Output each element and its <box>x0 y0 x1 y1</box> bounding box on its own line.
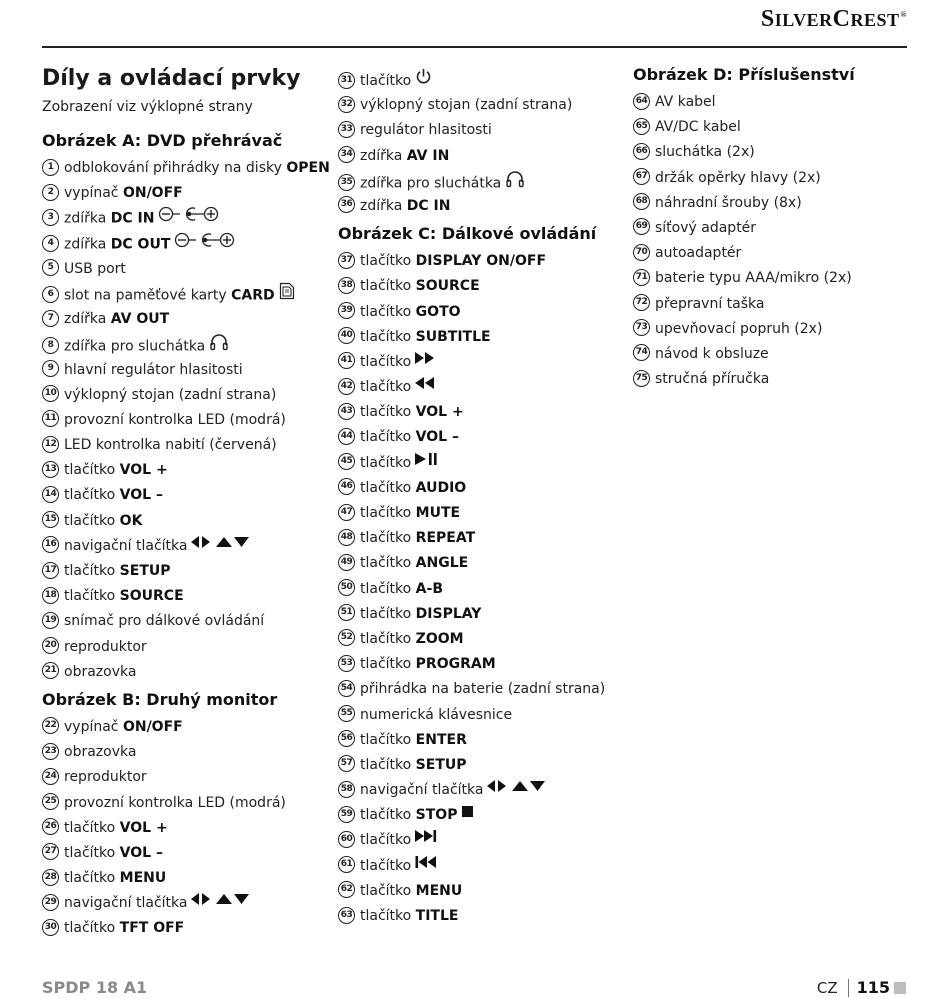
parts-list-a <box>42 157 332 686</box>
item-label-bold: STOP <box>415 807 458 824</box>
list-item <box>338 704 628 729</box>
list-item <box>633 167 913 192</box>
list-item <box>338 552 628 577</box>
item-number-badge: 69 <box>633 218 650 235</box>
item-number-badge: 25 <box>42 793 59 810</box>
list-item <box>42 917 332 942</box>
list-item <box>42 182 332 207</box>
list-item <box>338 804 628 829</box>
item-text: tlačítko <box>64 487 120 504</box>
list-item <box>338 779 628 804</box>
list-item <box>338 729 628 754</box>
list-item <box>338 754 628 779</box>
item-number-badge: 53 <box>338 655 355 672</box>
item-number-badge: 9 <box>42 360 59 377</box>
item-number-badge: 60 <box>338 831 355 848</box>
dc-polarity-icon <box>174 232 236 255</box>
item-label-bold: VOL + <box>415 404 464 421</box>
list-item <box>42 585 332 610</box>
item-number-badge: 27 <box>42 843 59 860</box>
item-label-bold: AUDIO <box>415 479 467 496</box>
item-text: tlačítko <box>360 857 412 874</box>
item-number-badge: 35 <box>338 174 355 191</box>
item-number-badge: 71 <box>633 269 650 286</box>
list-item <box>42 510 332 535</box>
item-text: numerická klávesnice <box>360 706 513 723</box>
item-text: zdířka pro sluchátka <box>360 175 502 192</box>
list-item <box>338 628 628 653</box>
item-number-badge: 57 <box>338 755 355 772</box>
item-text: tlačítko <box>360 353 412 370</box>
item-label-bold: A-B <box>415 580 443 597</box>
item-number-badge: 38 <box>338 277 355 294</box>
list-item <box>42 867 332 892</box>
item-number-badge: 50 <box>338 579 355 596</box>
list-item <box>338 855 628 880</box>
item-text: navigační tlačítka <box>64 895 188 912</box>
item-text: zdířka <box>64 210 111 227</box>
item-text: tlačítko <box>64 512 120 529</box>
item-label-bold: MUTE <box>415 505 461 521</box>
list-item <box>633 293 913 318</box>
list-item <box>633 192 913 217</box>
item-text: tlačítko <box>360 756 416 773</box>
list-item <box>42 842 332 867</box>
item-number-badge: 56 <box>338 730 355 747</box>
item-label-bold: CARD <box>231 287 275 304</box>
list-item <box>338 603 628 628</box>
list-item <box>338 477 628 502</box>
section-heading-c: Obrázek C: Dálkové ovládání <box>338 224 597 244</box>
item-number-badge: 6 <box>42 286 59 303</box>
item-number-badge: 3 <box>42 209 59 226</box>
item-text: výklopný stojan (zadní strana) <box>360 97 573 114</box>
page-header <box>42 0 907 48</box>
item-number-badge: 68 <box>633 193 650 210</box>
item-text: LED kontrolka nabití (červená) <box>64 437 277 454</box>
item-text: tlačítko <box>360 530 416 547</box>
item-number-badge: 34 <box>338 146 355 163</box>
section-heading-a: Obrázek A: DVD přehrávač <box>42 131 283 150</box>
item-number-badge: 1 <box>42 159 59 176</box>
previous-track-icon <box>415 854 437 876</box>
item-number-badge: 23 <box>42 743 59 760</box>
item-number-badge: 15 <box>42 511 59 528</box>
item-label-bold: DISPLAY ON/OFF <box>415 253 547 270</box>
item-text: tlačítko <box>360 328 416 345</box>
list-item <box>42 535 332 560</box>
item-number-badge: 17 <box>42 562 59 579</box>
item-number-badge: 29 <box>42 894 59 911</box>
list-item <box>633 116 913 141</box>
item-text: tlačítko <box>360 832 412 849</box>
list-item <box>338 653 628 678</box>
list-item <box>633 343 913 368</box>
list-item <box>42 792 332 817</box>
item-number-badge: 40 <box>338 327 355 344</box>
item-number-badge: 32 <box>338 96 355 113</box>
item-text: tlačítko <box>64 844 120 861</box>
footer-language: CZ <box>817 979 849 997</box>
list-item <box>42 233 332 258</box>
item-label-bold: TFT OFF <box>119 920 185 937</box>
item-number-badge: 51 <box>338 604 355 621</box>
item-text: tlačítko <box>360 479 416 496</box>
item-number-badge: 18 <box>42 587 59 604</box>
parts-list-b <box>42 716 332 943</box>
list-item <box>633 368 913 393</box>
list-item <box>633 242 913 267</box>
item-number-badge: 72 <box>633 294 650 311</box>
column-left <box>42 64 332 943</box>
item-text: reproduktor <box>64 638 147 655</box>
stop-icon <box>461 803 474 825</box>
column-middle <box>338 69 628 930</box>
list-item <box>338 527 628 552</box>
item-text: vypínač <box>64 718 123 735</box>
list-item <box>338 905 628 930</box>
item-text: AV/DC kabel <box>655 119 741 136</box>
list-item <box>42 434 332 459</box>
item-number-badge: 33 <box>338 121 355 138</box>
item-number-badge: 24 <box>42 768 59 785</box>
item-text: AV kabel <box>655 94 716 110</box>
item-number-badge: 30 <box>42 919 59 936</box>
list-item <box>338 376 628 401</box>
item-label-bold: ON/OFF <box>122 185 183 202</box>
item-text: provozní kontrolka LED (modrá) <box>64 411 286 428</box>
item-number-badge: 10 <box>42 385 59 402</box>
item-text: stručná příručka <box>655 371 770 388</box>
item-label-bold: VOL + <box>119 462 168 479</box>
item-number-badge: 39 <box>338 302 355 319</box>
item-number-badge: 37 <box>338 252 355 269</box>
list-item <box>42 892 332 917</box>
list-item <box>42 359 332 384</box>
section-heading-d: Obrázek D: Příslušenství <box>633 65 855 84</box>
item-text: tlačítko <box>360 555 416 572</box>
item-number-badge: 31 <box>338 72 355 89</box>
memory-card-icon <box>279 282 295 307</box>
list-item <box>42 207 332 232</box>
list-item <box>42 409 332 434</box>
item-label-bold: OK <box>119 512 143 529</box>
item-number-badge: 55 <box>338 705 355 722</box>
list-item <box>338 170 628 195</box>
list-item <box>338 401 628 426</box>
play-pause-icon <box>415 451 439 473</box>
item-text: baterie typu AAA/mikro (2x) <box>655 270 852 287</box>
item-number-badge: 44 <box>338 428 355 445</box>
item-text: navigační tlačítka <box>64 537 188 554</box>
item-text: regulátor hlasitosti <box>360 122 492 139</box>
list-item <box>42 560 332 585</box>
item-text: zdířka <box>360 147 407 164</box>
list-item <box>42 283 332 308</box>
item-text: tlačítko <box>360 908 416 924</box>
item-number-badge: 5 <box>42 259 59 276</box>
list-item <box>633 217 913 242</box>
item-number-badge: 61 <box>338 856 355 873</box>
item-number-badge: 66 <box>633 143 650 160</box>
item-text: autoadaptér <box>655 245 742 262</box>
item-text: výklopný stojan (zadní strana) <box>64 386 277 403</box>
item-label-bold: SETUP <box>119 563 171 579</box>
item-text: síťový adaptér <box>655 219 757 236</box>
list-item <box>42 661 332 686</box>
list-item <box>338 301 628 326</box>
page-subtitle: Zobrazení viz výklopné strany <box>42 99 253 115</box>
item-text: tlačítko <box>360 807 416 824</box>
list-item <box>338 829 628 854</box>
item-label-bold: VOL – <box>119 844 163 861</box>
item-number-badge: 62 <box>338 881 355 898</box>
item-text: tlačítko <box>360 731 416 748</box>
item-text: zdířka <box>64 311 111 328</box>
list-item <box>42 258 332 283</box>
navigation-arrows-icon <box>487 778 545 800</box>
dc-polarity-icon <box>158 206 220 229</box>
item-text: tlačítko <box>64 920 120 937</box>
list-item <box>338 678 628 703</box>
list-item <box>42 636 332 661</box>
item-number-badge: 19 <box>42 612 59 629</box>
item-text: tlačítko <box>360 580 416 597</box>
item-text: tlačítko <box>360 253 416 270</box>
item-label-bold: TITLE <box>415 908 459 924</box>
footer-page-number: 115 <box>856 978 890 997</box>
item-number-badge: 52 <box>338 629 355 646</box>
item-number-badge: 73 <box>633 319 650 336</box>
item-text: zdířka pro sluchátka <box>64 338 206 355</box>
item-number-badge: 45 <box>338 453 355 470</box>
item-text: upevňovací popruh (2x) <box>655 320 823 337</box>
item-number-badge: 28 <box>42 869 59 886</box>
item-number-badge: 12 <box>42 436 59 453</box>
list-item <box>633 318 913 343</box>
item-number-badge: 49 <box>338 554 355 571</box>
list-item <box>633 267 913 292</box>
item-number-badge: 14 <box>42 486 59 503</box>
list-item <box>42 484 332 509</box>
item-text: sluchátka (2x) <box>655 144 755 161</box>
item-label-bold: DC IN <box>110 210 155 227</box>
item-text: návod k obsluze <box>655 345 769 362</box>
fast-forward-icon <box>415 350 435 372</box>
section-heading-b: Obrázek B: Druhý monitor <box>42 689 278 709</box>
item-label-bold: VOL + <box>119 819 168 836</box>
item-label-bold: MENU <box>119 870 167 887</box>
item-number-badge: 43 <box>338 403 355 420</box>
item-number-badge: 64 <box>633 93 650 110</box>
list-item <box>338 426 628 451</box>
list-item <box>42 459 332 484</box>
item-number-badge: 7 <box>42 310 59 327</box>
list-item <box>42 308 332 333</box>
list-item <box>338 69 628 94</box>
navigation-arrows-icon <box>191 534 249 556</box>
item-label-bold: SOURCE <box>119 588 184 605</box>
parts-list-d <box>633 91 913 393</box>
item-number-badge: 75 <box>633 370 650 387</box>
list-item <box>42 333 332 358</box>
item-text: slot na paměťové karty <box>64 287 232 304</box>
item-label-bold: VOL – <box>415 429 459 446</box>
item-text: tlačítko <box>360 630 416 647</box>
item-number-badge: 16 <box>42 536 59 553</box>
item-number-badge: 36 <box>338 196 355 213</box>
item-number-badge: 70 <box>633 244 650 261</box>
item-text: navigační tlačítka <box>360 782 484 799</box>
item-text: přepravní taška <box>655 295 765 312</box>
item-label-bold: ANGLE <box>415 555 469 572</box>
item-number-badge: 58 <box>338 781 355 798</box>
item-label-bold: PROGRAM <box>415 656 496 673</box>
item-text: náhradní šrouby (8x) <box>655 194 802 211</box>
list-item <box>338 250 628 275</box>
item-text: snímač pro dálkové ovládání <box>64 613 265 630</box>
item-number-badge: 20 <box>42 637 59 654</box>
item-number-badge: 41 <box>338 352 355 369</box>
footer-page-info <box>817 978 906 997</box>
list-item <box>42 610 332 635</box>
item-text: zdířka <box>64 236 111 253</box>
list-item <box>338 145 628 170</box>
item-text: tlačítko <box>360 605 416 622</box>
item-text: tlačítko <box>360 656 416 673</box>
list-item <box>42 817 332 842</box>
item-label-bold: VOL – <box>119 487 163 504</box>
list-item <box>338 195 628 220</box>
page-title: Díly a ovládací prvky <box>42 66 301 91</box>
list-item <box>338 94 628 119</box>
item-text: tlačítko <box>360 454 412 471</box>
item-label-bold: ON/OFF <box>122 718 183 735</box>
item-number-badge: 48 <box>338 529 355 546</box>
item-label-bold: DC IN <box>406 197 451 214</box>
item-label-bold: AV OUT <box>110 311 170 328</box>
item-text: tlačítko <box>360 404 416 421</box>
item-label-bold: GOTO <box>415 303 461 320</box>
column-right <box>633 64 913 393</box>
item-text: USB port <box>64 260 126 277</box>
item-text: obrazovka <box>64 663 137 680</box>
list-item <box>338 578 628 603</box>
item-number-badge: 65 <box>633 118 650 135</box>
item-text: tlačítko <box>360 278 416 295</box>
item-text: obrazovka <box>64 744 137 761</box>
parts-list-b-continued <box>338 69 628 220</box>
item-text: tlačítko <box>360 303 416 320</box>
list-item <box>633 91 913 116</box>
item-label-bold: ZOOM <box>415 630 464 647</box>
item-text: reproduktor <box>64 769 147 786</box>
item-number-badge: 26 <box>42 818 59 835</box>
item-number-badge: 13 <box>42 461 59 478</box>
item-label-bold: SETUP <box>415 756 467 773</box>
item-number-badge: 46 <box>338 478 355 495</box>
brand-logo: SILVERCREST® <box>760 6 907 32</box>
list-item <box>42 157 332 182</box>
item-text: tlačítko <box>64 588 120 605</box>
item-text: provozní kontrolka LED (modrá) <box>64 794 286 811</box>
item-number-badge: 63 <box>338 907 355 924</box>
item-number-badge: 59 <box>338 806 355 823</box>
list-item <box>338 502 628 527</box>
item-label-bold: OPEN <box>286 160 330 176</box>
item-label-bold: REPEAT <box>415 530 476 547</box>
next-track-icon <box>415 828 437 850</box>
item-text: tlačítko <box>64 462 120 479</box>
power-icon <box>415 68 432 92</box>
item-text: tlačítko <box>360 73 412 89</box>
item-label-bold: SUBTITLE <box>415 328 491 345</box>
rewind-icon <box>415 375 435 397</box>
item-text: odblokování přihrádky na disky <box>64 160 287 176</box>
item-number-badge: 67 <box>633 168 650 185</box>
item-number-badge: 54 <box>338 680 355 697</box>
item-number-badge: 4 <box>42 235 59 252</box>
list-item <box>338 880 628 905</box>
item-text: vypínač <box>64 185 123 202</box>
item-text: tlačítko <box>64 563 120 579</box>
parts-list-c <box>338 250 628 930</box>
headphones-icon <box>505 169 525 196</box>
item-label-bold: DISPLAY <box>415 605 482 622</box>
list-item <box>338 452 628 477</box>
list-item <box>338 351 628 376</box>
list-item <box>42 716 332 741</box>
item-label-bold: DC OUT <box>110 236 171 253</box>
item-number-badge: 8 <box>42 337 59 354</box>
item-label-bold: AV IN <box>406 147 450 164</box>
item-text: tlačítko <box>64 819 120 836</box>
item-number-badge: 11 <box>42 410 59 427</box>
item-number-badge: 42 <box>338 378 355 395</box>
item-label-bold: SOURCE <box>415 278 480 295</box>
footer-model: SPDP 18 A1 <box>42 978 148 997</box>
list-item <box>338 275 628 300</box>
item-number-badge: 74 <box>633 344 650 361</box>
navigation-arrows-icon <box>191 891 249 913</box>
item-number-badge: 21 <box>42 662 59 679</box>
list-item <box>338 326 628 351</box>
item-label-bold: ENTER <box>415 731 467 748</box>
list-item <box>42 384 332 409</box>
item-number-badge: 47 <box>338 504 355 521</box>
item-label-bold: MENU <box>415 882 463 899</box>
item-text: tlačítko <box>360 429 416 446</box>
list-item <box>42 766 332 791</box>
list-item <box>338 119 628 144</box>
list-item <box>633 141 913 166</box>
item-number-badge: 22 <box>42 717 59 734</box>
item-number-badge: 2 <box>42 184 59 201</box>
item-text: tlačítko <box>360 505 416 521</box>
item-text: tlačítko <box>64 870 120 887</box>
headphones-icon <box>209 332 229 359</box>
item-text: přihrádka na baterie (zadní strana) <box>360 681 606 698</box>
list-item <box>42 741 332 766</box>
footer-square-icon <box>894 982 906 994</box>
item-text: zdířka <box>360 197 407 214</box>
item-text: tlačítko <box>360 882 416 899</box>
item-text: tlačítko <box>360 379 412 396</box>
item-text: hlavní regulátor hlasitosti <box>64 361 243 378</box>
item-text: držák opěrky hlavy (2x) <box>655 169 821 186</box>
